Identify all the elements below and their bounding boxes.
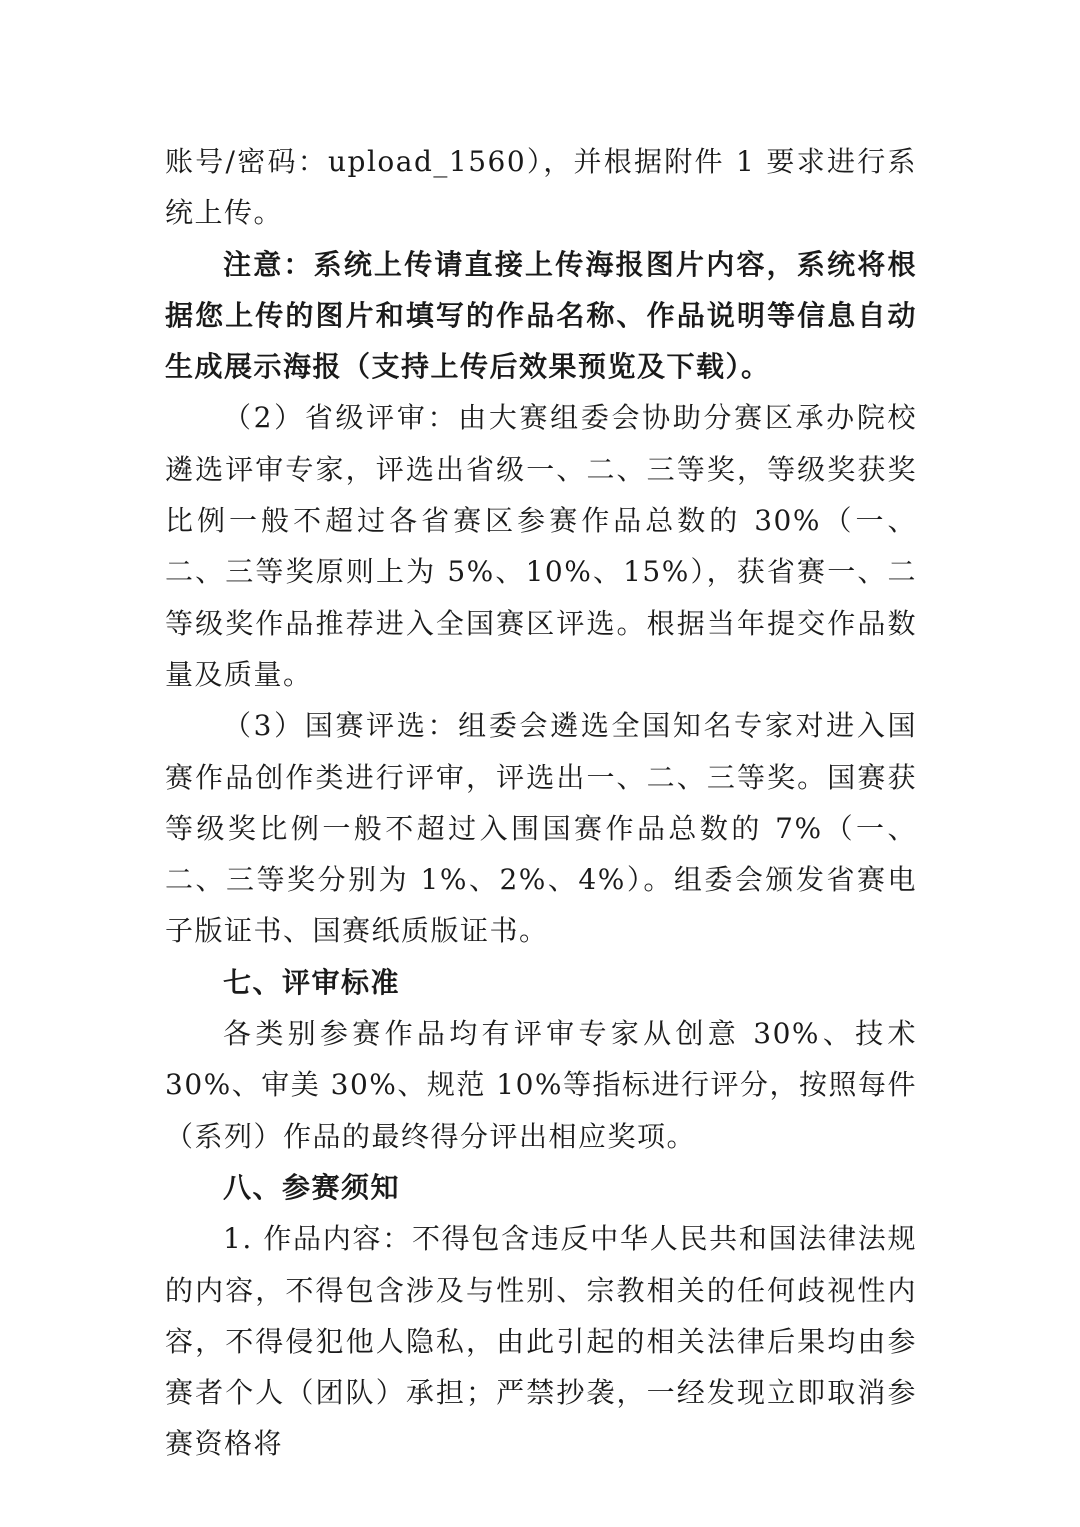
section-heading-review-criteria: 七、评审标准	[223, 965, 401, 999]
paragraph-upload-account: 账号/密码：upload_1560），并根据附件 1 要求进行系统上传。	[165, 145, 917, 230]
document-body	[165, 136, 917, 1470]
paragraph-provincial-review: （2）省级评审：由大赛组委会协助分赛区承办院校遴选评审专家，评选出省级一、二、三等奖，等级奖获奖比例一般不超过各省赛区参赛作品总数的 30%（一、二、三等奖原则上为 5%、10%、15%），获省赛一、二等级奖作品推荐进入全国赛区评选。根据当年提交作品数量及质量。	[165, 401, 917, 691]
paragraph-review-criteria: 各类别参赛作品均有评审专家从创意 30%、技术 30%、审美 30%、规范 10%等指标进行评分，按照每件（系列）作品的最终得分评出相应奖项。	[165, 1017, 918, 1153]
paragraph-upload-note: 注意：系统上传请直接上传海报图片内容，系统将根据您上传的图片和填写的作品名称、作品说明等信息自动生成展示海报（支持上传后效果预览及下载）。	[165, 247, 917, 384]
paragraph-content-rules: 1. 作品内容：不得包含违反中华人民共和国法律法规的内容，不得包含涉及与性别、宗教相关的任何歧视性内容，不得侵犯他人隐私，由此引起的相关法律后果均由参赛者个人（团队）承担；严禁抄袭，一经发现立即取消参赛资格将	[165, 1222, 917, 1461]
paragraph-national-review: （3）国赛评选：组委会遴选全国知名专家对进入国赛作品创作类进行评审，评选出一、二、三等奖。国赛获等级奖比例一般不超过入围国赛作品总数的 7%（一、二、三等奖分别为 1%、2%、4%）。组委会颁发省赛电子版证书、国赛纸质版证书。	[165, 709, 917, 948]
section-heading-entry-notes: 八、参赛须知	[223, 1170, 401, 1204]
